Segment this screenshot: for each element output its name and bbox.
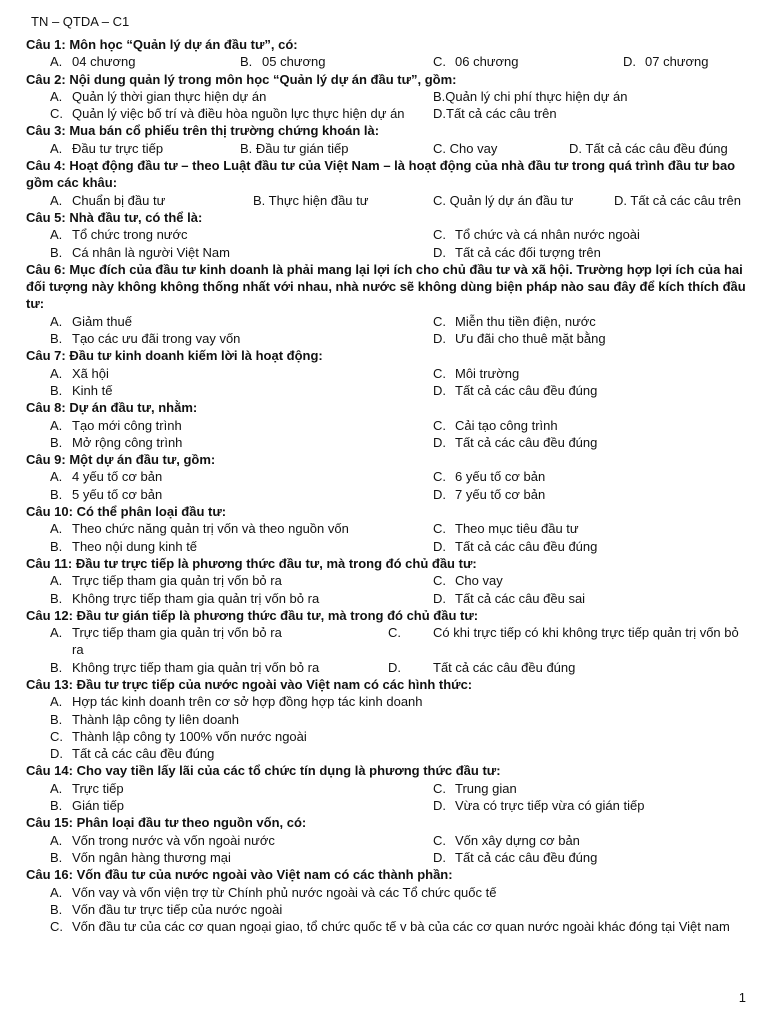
option-d: D. Vừa có trực tiếp vừa có gián tiếp (433, 798, 645, 814)
option-d: D. 07 chương (623, 54, 709, 70)
options-row (26, 330, 750, 347)
options-row-continued (26, 641, 750, 658)
option-d-letter: D. (388, 659, 401, 675)
option-a: A. Xã hội (50, 365, 109, 381)
options-row (26, 365, 750, 382)
question-10: Câu 10: Có thể phân loại đầu tư: (26, 504, 227, 520)
options-row (26, 88, 750, 105)
option-b: B. Kinh tế (50, 382, 113, 398)
option-a: A. 04 chương (50, 54, 136, 70)
option-b: B. Không trực tiếp tham gia quản trị vốn bỏ ra (50, 590, 320, 606)
options-row (26, 797, 750, 814)
option-d: D. 7 yếu tố cơ bản (433, 486, 546, 502)
options-row (26, 417, 750, 434)
question-6: Câu 6: Mục đích của đầu tư kinh doanh là phải mang lại lợi ích cho chủ đầu tư và xã hội. Trường hợp lợi ích của hai đối tượng này không không thống nhất với nhau, nhà nước sẽ không dùng biện pháp nào sau đây để kích thích đầu tư: (26, 261, 746, 312)
option-c: C. Miễn thu tiền điện, nước (433, 313, 596, 329)
option-c: C. 6 yếu tố cơ bản (433, 469, 546, 485)
question-9: Câu 9: Một dự án đầu tư, gồm: (26, 452, 216, 468)
option-b: B. Vốn đầu tư trực tiếp của nước ngoài (50, 901, 283, 917)
option-c: C. Thành lập công ty 100% vốn nước ngoài (50, 728, 307, 744)
option-b: B. Gián tiếp (50, 798, 125, 814)
option-a: A. Chuẩn bị đầu tư (50, 192, 166, 208)
options-row (26, 192, 750, 209)
options-row (26, 434, 750, 451)
options-row (26, 140, 750, 157)
option-d: D. Tất cả các câu đều sai (433, 590, 586, 606)
option-c-letter: C. (388, 625, 401, 641)
option-c: C. Quản lý việc bố trí và điều hòa nguồn lực thực hiện dự án (50, 106, 405, 122)
option-c: C. 06 chương (433, 54, 519, 70)
page-number: 1 (738, 990, 746, 1005)
options-row (26, 572, 750, 589)
option-c: C. Vốn đầu tư của các cơ quan ngoại giao, tổ chức quốc tế v bà của các cơ quan nước ngoài khác đóng tại Việt nam (50, 919, 730, 935)
option-c: C. Cải tạo công trình (433, 417, 558, 433)
question-15: Câu 15: Phân loại đầu tư theo nguồn vốn, có: (26, 815, 307, 831)
option-c: C. Quản lý dự án đầu tư (433, 192, 574, 208)
option-c: C. Môi trường (433, 365, 520, 381)
options-row (26, 105, 750, 122)
option-b: B. Đầu tư gián tiếp (240, 140, 349, 156)
option-a: A. Trực tiếp tham gia quản trị vốn bỏ ra (50, 625, 282, 641)
option-b: B. Mở rộng công trình (50, 434, 183, 450)
question-13: Câu 13: Đầu tư trực tiếp của nước ngoài vào Việt nam có các hình thức: (26, 676, 473, 692)
option-c: C. Tổ chức và cá nhân nước ngoài (433, 227, 640, 243)
option-d: D. Tất cả các câu đều đúng (50, 746, 215, 762)
option-c: C. Trung gian (433, 780, 517, 796)
option-d: D. Tất cả các câu đều đúng (433, 382, 598, 398)
question-14: Câu 14: Cho vay tiền lấy lãi của các tổ chức tín dụng là phương thức đầu tư: (26, 763, 501, 779)
option-a: A. Trực tiếp tham gia quản trị vốn bỏ ra (50, 573, 282, 589)
question-16: Câu 16: Vốn đầu tư của nước ngoài vào Việt nam có các thành phần: (26, 867, 453, 883)
option-d: D. Tất cả các câu trên (614, 192, 741, 208)
option-c: Có khi trực tiếp có khi không trực tiếp quản trị vốn bỏ (433, 625, 739, 641)
question-4: Câu 4: Hoạt động đầu tư – theo Luật đầu tư của Việt Nam – là hoạt động của nhà đầu tư trong quá trình đầu tư bao gồm các khâu: (26, 158, 736, 191)
option-a: A. Quản lý thời gian thực hiện dự án (50, 88, 267, 104)
options-row (26, 486, 750, 503)
option-c: C. Vốn xây dựng cơ bản (433, 832, 580, 848)
option-b: B. Thành lập công ty liên doanh (50, 711, 239, 727)
option-b: B.Quản lý chi phí thực hiện dự án (433, 88, 628, 104)
option-a: A. Giảm thuế (50, 313, 132, 329)
options-row (26, 832, 750, 849)
option-a: A. Trực tiếp (50, 780, 124, 796)
question-3: Câu 3: Mua bán cổ phiếu trên thị trường chứng khoán là: (26, 123, 380, 139)
options-row (26, 520, 750, 537)
option-a: A. 4 yếu tố cơ bản (50, 469, 163, 485)
option-a-continued: ra (72, 642, 84, 658)
options-row (26, 624, 750, 641)
document-header: TN – QTDA – C1 (31, 14, 130, 29)
option-d: Tất cả các câu đều đúng (433, 659, 576, 675)
question-12: Câu 12: Đầu tư gián tiếp là phương thức đầu tư, mà trong đó chủ đầu tư: (26, 607, 479, 623)
option-b: B. 05 chương (240, 54, 326, 70)
options-row (26, 590, 750, 607)
option-b: B. 5 yếu tố cơ bản (50, 486, 163, 502)
question-2: Câu 2: Nội dung quản lý trong môn học “Quản lý dự án đầu tư”, gồm: (26, 71, 457, 87)
option-a: A. Vốn trong nước và vốn ngoài nước (50, 832, 275, 848)
options-row (26, 538, 750, 555)
option-b: B. Không trực tiếp tham gia quản trị vốn bỏ ra (50, 659, 320, 675)
options-row (26, 53, 750, 70)
question-1: Câu 1: Môn học “Quản lý dự án đầu tư”, có: (26, 37, 298, 52)
option-d: D. Tất cả các câu đều đúng (433, 849, 598, 865)
question-11: Câu 11: Đầu tư trực tiếp là phương thức đầu tư, mà trong đó chủ đầu tư: (26, 555, 477, 571)
option-a: A. Tạo mới công trình (50, 417, 182, 433)
option-c: C. Theo mục tiêu đầu tư (433, 521, 579, 537)
options-row (26, 849, 750, 866)
option-c: C. Cho vay (433, 573, 503, 589)
options-row (26, 780, 750, 797)
option-c: C. Cho vay (433, 140, 498, 156)
option-b: B. Thực hiện đầu tư (253, 192, 369, 208)
option-b: B. Theo nội dung kinh tế (50, 538, 198, 554)
option-d: D. Tất cả các câu đều đúng (569, 140, 728, 156)
option-a: A. Theo chức năng quản trị vốn và theo nguồn vốn (50, 521, 349, 537)
options-row (26, 659, 750, 676)
option-a: A. Đầu tư trực tiếp (50, 140, 164, 156)
option-d: D.Tất cả các câu trên (433, 106, 557, 122)
options-row (26, 226, 750, 243)
option-d: D. Tất cả các câu đều đúng (433, 538, 598, 554)
option-b: B. Tạo các ưu đãi trong vay vốn (50, 331, 241, 347)
options-row (26, 468, 750, 485)
option-b: B. Cá nhân là người Việt Nam (50, 244, 230, 260)
options-row (26, 382, 750, 399)
question-list (26, 36, 750, 935)
option-b: B. Vốn ngân hàng thương mại (50, 849, 231, 865)
question-7: Câu 7: Đầu tư kinh doanh kiếm lời là hoạt động: (26, 348, 323, 364)
options-row (26, 313, 750, 330)
option-d: D. Ưu đãi cho thuê mặt bằng (433, 331, 606, 347)
option-d: D. Tất cả các câu đều đúng (433, 434, 598, 450)
option-a: A. Vốn vay và vốn viện trợ từ Chính phủ nước ngoài và các Tổ chức quốc tế (50, 884, 497, 900)
option-a: A. Tổ chức trong nước (50, 227, 188, 243)
question-5: Câu 5: Nhà đầu tư, có thể là: (26, 209, 203, 225)
options-row (26, 244, 750, 261)
option-a: A. Hợp tác kinh doanh trên cơ sở hợp đồng hợp tác kinh doanh (50, 694, 423, 710)
option-d: D. Tất cả các đối tượng trên (433, 244, 601, 260)
question-8: Câu 8: Dự án đầu tư, nhằm: (26, 400, 198, 416)
